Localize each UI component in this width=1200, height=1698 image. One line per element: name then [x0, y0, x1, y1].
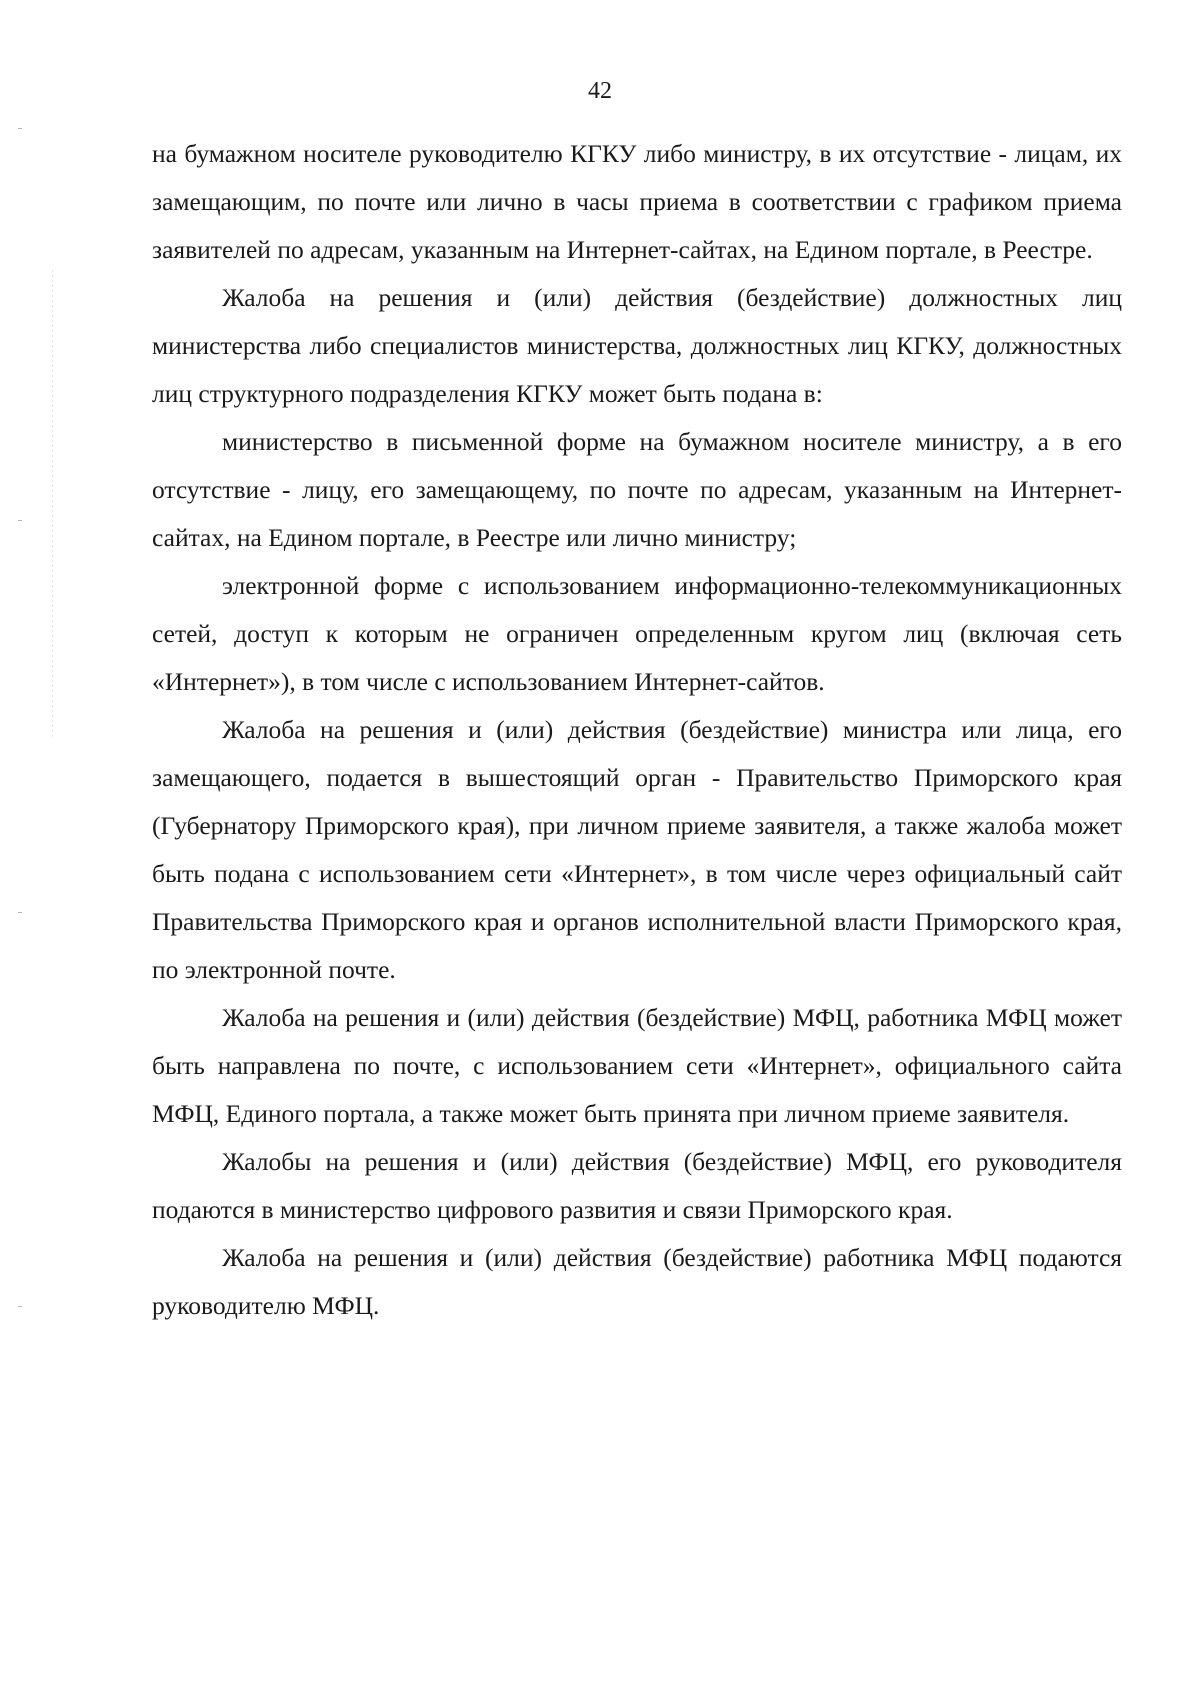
scan-mark	[18, 128, 22, 129]
paragraph-electronic-form: электронной форме с использованием информационно-телекоммуникационных сетей, доступ к которым не ограничен определенным кругом лиц (включая сеть «Интернет»), в том числе с использованием Интернет-сайтов.	[152, 571, 1122, 696]
document-body	[152, 130, 1122, 1330]
paragraph-mfc-employee: Жалоба на решения и (или) действия (бездействие) работника МФЦ подаются руководителю МФЦ.	[152, 1243, 1122, 1320]
paragraph-complaint-mfc: Жалоба на решения и (или) действия (бездействие) МФЦ, работника МФЦ может быть направлена по почте, с использованием сети «Интернет», официального сайта МФЦ, Единого портала, а также может быть принята при личном приеме заявителя.	[152, 1003, 1122, 1128]
paragraph-continuation: на бумажном носителе руководителю КГКУ либо министру, в их отсутствие - лицам, их замещающим, по почте или лично в часы приема в соответствии с графиком приема заявителей по адресам, указанным на Интернет-сайтах, на Едином портале, в Реестре.	[152, 139, 1122, 264]
paragraph-mfc-head: Жалобы на решения и (или) действия (бездействие) МФЦ, его руководителя подаются в министерство цифрового развития и связи Приморского края.	[152, 1147, 1122, 1224]
scan-mark	[18, 912, 22, 913]
page-number: 42	[588, 78, 612, 104]
scan-mark	[18, 1306, 22, 1307]
scan-mark	[18, 520, 22, 521]
paragraph-complaint-officials: Жалоба на решения и (или) действия (бездействие) должностных лиц министерства либо специалистов министерства, должностных лиц КГКУ, должностных лиц структурного подразделения КГКУ может быть подана в:	[152, 283, 1122, 408]
paragraph-ministry-paper: министерство в письменной форме на бумажном носителе министру, а в его отсутствие - лицу, его замещающему, по почте по адресам, указанным на Интернет-сайтах, на Едином портале, в Реестре или лично министру;	[152, 427, 1122, 552]
paragraph-complaint-minister: Жалоба на решения и (или) действия (бездействие) министра или лица, его замещающего, подается в вышестоящий орган - Правительство Приморского края (Губернатору Приморского края), при личном приеме заявителя, а также жалоба может быть подана с использованием сети «Интернет», в том числе через официальный сайт Правительства Приморского края и органов исполнительной власти Приморского края, по электронной почте.	[152, 715, 1122, 984]
scan-artifact-line	[52, 270, 53, 740]
